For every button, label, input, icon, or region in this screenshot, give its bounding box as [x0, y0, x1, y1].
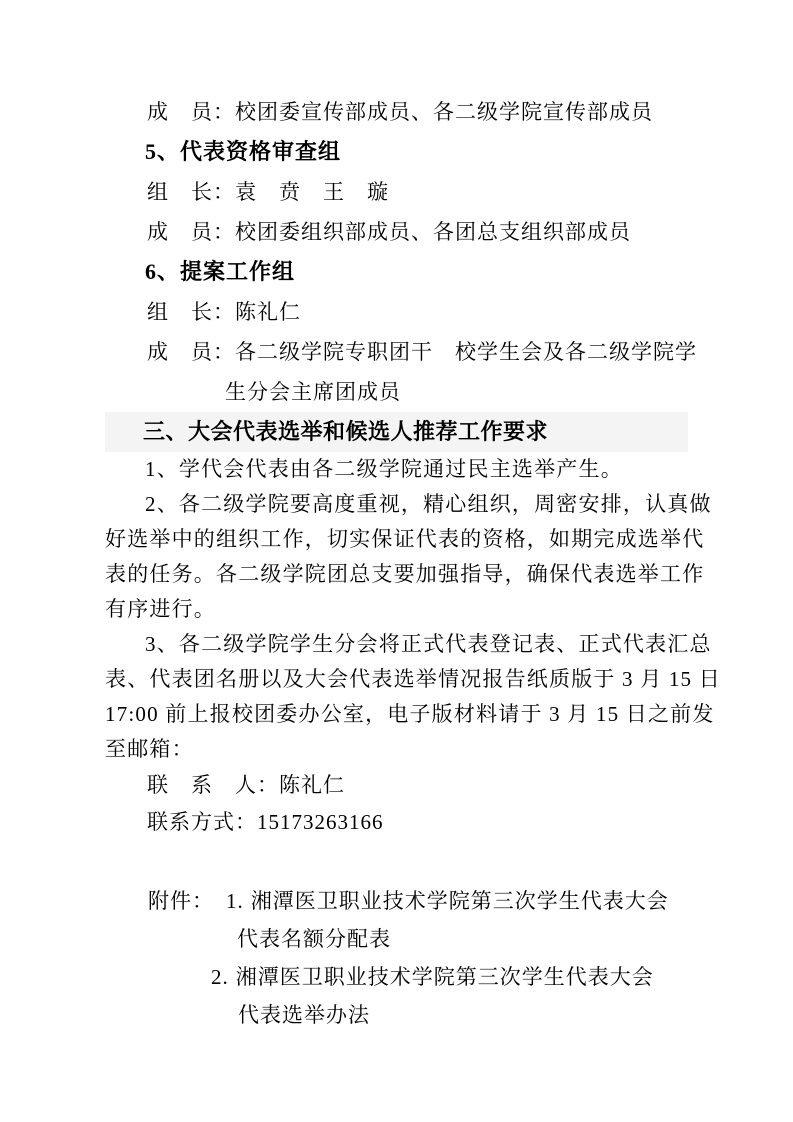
attachment-1-title-line-2: 代表名额分配表 [237, 927, 391, 951]
group-6-members-line-2: 生分会主席团成员 [225, 380, 401, 404]
attachment-1-title-line-1: 湘潭医卫职业技术学院第三次学生代表大会 [250, 889, 669, 913]
heading-group-5-qualification-review: 5、代表资格审查组 [145, 139, 342, 164]
attachment-1-line-1 [105, 882, 688, 920]
attachments-label: 附件： [148, 889, 214, 913]
attachment-2-line-2 [105, 996, 688, 1034]
attachment-1-number: 1. [226, 889, 244, 913]
paragraph-line: 好选举中的组织工作，切实保证代表的资格，如期完成选举代 [105, 527, 705, 551]
paragraph-line: 表、代表团名册以及大会代表选举情况报告纸质版于 3 月 15 日 [105, 667, 721, 691]
contact-phone-line: 联系方式：15173263166 [147, 810, 384, 834]
group-5-members-line: 成 员：校团委组织部成员、各团总支组织部成员 [147, 220, 631, 244]
group-6-leader-line: 组 长：陈礼仁 [147, 300, 301, 324]
paragraph-line: 表的任务。各二级学院团总支要加强指导，确保代表选举工作 [105, 562, 705, 586]
paragraph-line: 2、各二级学院要高度重视，精心组织，周密安排，认真做 [145, 492, 712, 516]
group-5-leader-line: 组 长：袁 贲 王 璇 [147, 180, 389, 204]
attachment-2-line-1 [105, 958, 688, 996]
section-3-item-2 [105, 487, 712, 627]
section-3-item-3 [105, 627, 721, 767]
group-6-members-line-1: 成 员：各二级学院专职团干 校学生会及各二级学院学 [147, 340, 697, 364]
section-3-item-1: 1、学代会代表由各二级学院通过民主选举产生。 [145, 457, 623, 481]
paragraph-line: 有序进行。 [105, 597, 216, 621]
attachment-2-title-line-1: 湘潭医卫职业技术学院第三次学生代表大会 [235, 965, 654, 989]
attachment-2-title-line-2: 代表选举办法 [238, 1003, 370, 1027]
attachment-2-number: 2. [211, 965, 229, 989]
section-3-heading: 三、大会代表选举和候选人推荐工作要求 [105, 412, 688, 452]
attachments-block [105, 882, 688, 1034]
paragraph-line: 3、各二级学院学生分会将正式代表登记表、正式代表汇总 [145, 632, 712, 656]
attachment-1-line-2 [105, 920, 688, 958]
paragraph-line: 至邮箱： [105, 737, 194, 761]
publicity-members-line: 成 员：校团委宣传部成员、各二级学院宣传部成员 [147, 100, 653, 124]
contact-person-line: 联 系 人：陈礼仁 [147, 773, 345, 797]
heading-group-6-proposal-work: 6、提案工作组 [145, 259, 296, 284]
paragraph-line: 17:00 前上报校团委办公室，电子版材料请于 3 月 15 日之前发 [105, 702, 715, 726]
